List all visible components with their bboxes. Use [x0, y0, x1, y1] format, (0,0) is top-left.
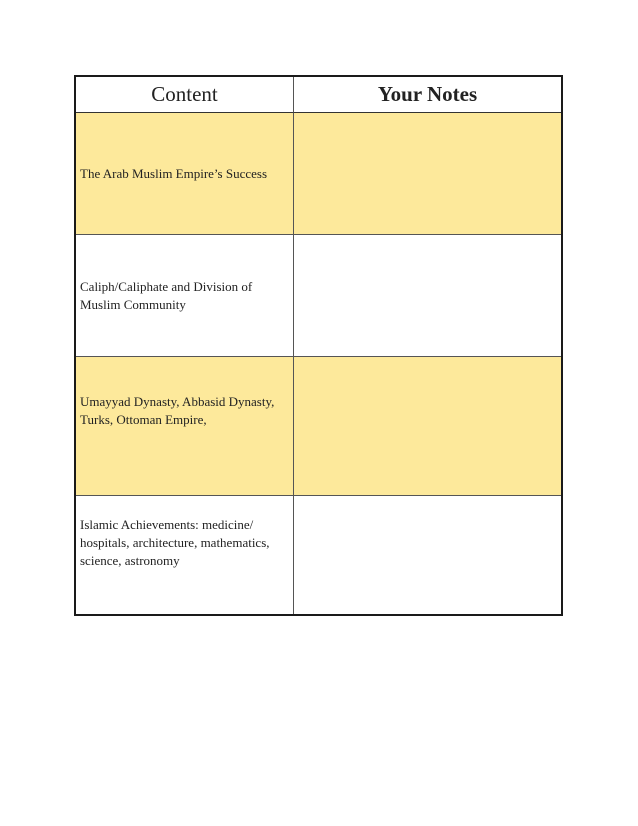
notes-cell-islamic-achievements[interactable]: [294, 496, 561, 614]
notes-table: [74, 75, 563, 616]
notes-column-header: Your Notes: [294, 77, 561, 113]
notes-cell-caliphate[interactable]: [294, 235, 561, 357]
topic-cell-dynasties: Umayyad Dynasty, Abbasid Dynasty, Turks, Ottoman Empire,: [76, 357, 294, 496]
notes-cell-dynasties[interactable]: [294, 357, 561, 496]
content-column-header: Content: [76, 77, 294, 113]
topic-cell-islamic-achievements: Islamic Achievements: medicine/ hospitals, architecture, mathematics, science, astronomy: [76, 496, 294, 614]
notes-cell-arab-empire-success[interactable]: [294, 113, 561, 235]
topic-cell-arab-empire-success: The Arab Muslim Empire’s Success: [76, 113, 294, 235]
topic-cell-caliphate: Caliph/Caliphate and Division of Muslim Community: [76, 235, 294, 357]
